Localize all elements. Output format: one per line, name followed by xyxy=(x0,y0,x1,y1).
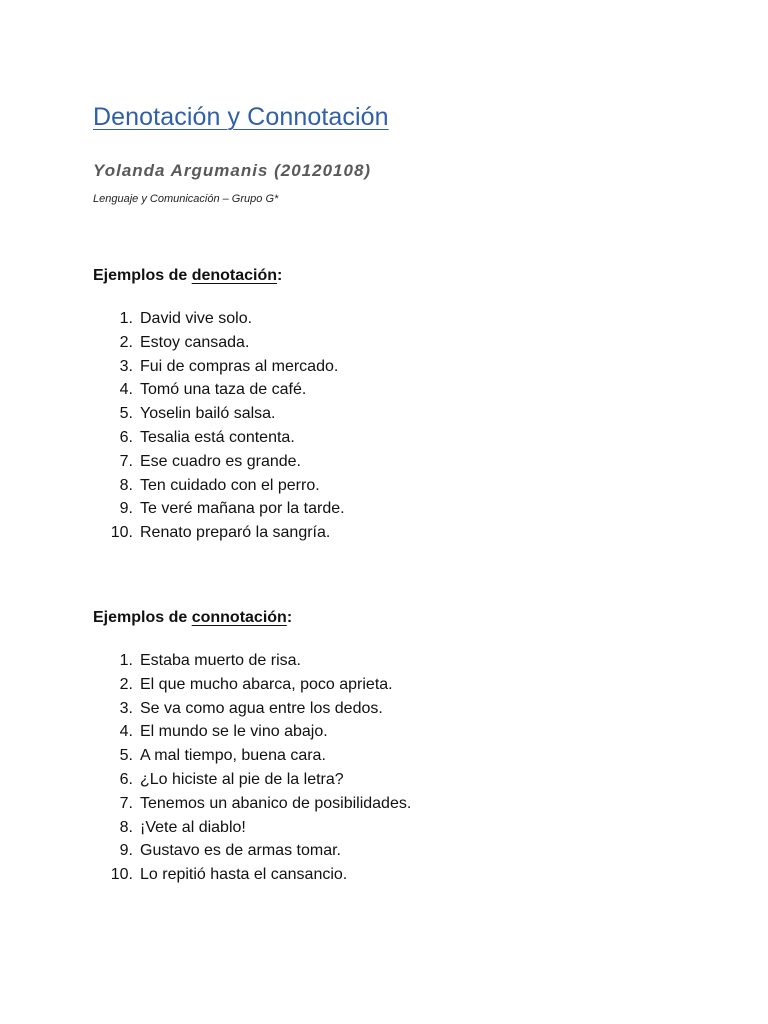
list-item-number: 9. xyxy=(119,500,133,518)
list-item-number: 7. xyxy=(119,794,133,812)
list-item-number: 5. xyxy=(119,405,133,423)
list-item-number: 7. xyxy=(119,452,133,470)
list-item xyxy=(93,816,411,840)
document-title: Denotación y Connotación xyxy=(93,103,389,131)
list-item-text: Ese cuadro es grande. xyxy=(140,452,301,470)
author-line: Yolanda Argumanis (20120108) xyxy=(93,161,372,180)
list-item-number: 5. xyxy=(119,747,133,765)
list-item xyxy=(93,744,411,768)
section-heading-prefix: Ejemplos de xyxy=(93,267,192,284)
list-item-number: 4. xyxy=(119,723,133,741)
section-heading-connotacion xyxy=(93,609,292,627)
list-item-text: El mundo se le vino abajo. xyxy=(140,723,328,741)
section-heading-denotacion xyxy=(93,267,282,285)
list-item-text: Tomó una taza de café. xyxy=(140,381,307,399)
list-item xyxy=(93,521,345,545)
section-heading-keyword: denotación xyxy=(191,267,278,284)
list-item-text: ¿Lo hiciste al pie de la letra? xyxy=(140,770,344,788)
list-item-number: 8. xyxy=(119,818,133,836)
list-item xyxy=(93,863,411,887)
section-heading-keyword: connotación xyxy=(191,609,287,626)
list-item-number: 1. xyxy=(119,652,133,669)
list-item-number: 1. xyxy=(119,310,133,327)
list-item-number: 4. xyxy=(119,381,133,399)
list-item-text: Te veré mañana por la tarde. xyxy=(140,500,345,518)
list-item-text: Tesalia está contenta. xyxy=(140,428,295,446)
list-item-number: 3. xyxy=(119,699,133,717)
list-item-text: Estoy cansada. xyxy=(140,333,250,351)
list-item xyxy=(93,426,345,450)
list-item xyxy=(93,720,411,744)
list-item xyxy=(93,792,411,816)
list-item-text: Gustavo es de armas tomar. xyxy=(140,842,341,860)
list-item-number: 8. xyxy=(119,476,133,494)
list-item xyxy=(93,402,345,426)
list-item-text: Estaba muerto de risa. xyxy=(140,652,301,669)
list-item xyxy=(93,378,345,402)
list-item-text: ¡Vete al diablo! xyxy=(140,818,246,836)
section-heading-suffix: : xyxy=(286,609,293,626)
list-item xyxy=(93,673,411,697)
list-item-number: 9. xyxy=(119,842,133,860)
list-item-text: A mal tiempo, buena cara. xyxy=(140,747,326,765)
list-item xyxy=(93,497,345,521)
list-item xyxy=(93,307,345,331)
denotacion-list xyxy=(93,307,345,545)
list-item xyxy=(93,649,411,673)
list-item xyxy=(93,697,411,721)
section-heading-prefix: Ejemplos de xyxy=(93,609,192,626)
list-item-text: Yoselin bailó salsa. xyxy=(140,405,276,423)
list-item-text: El que mucho abarca, poco aprieta. xyxy=(140,675,393,693)
list-item xyxy=(93,355,345,379)
section-heading-suffix: : xyxy=(277,267,283,284)
list-item xyxy=(93,839,411,863)
course-line: Lenguaje y Comunicación – Grupo G* xyxy=(93,193,279,205)
list-item-number: 10. xyxy=(110,866,133,884)
list-item-text: Se va como agua entre los dedos. xyxy=(140,699,383,717)
list-item xyxy=(93,450,345,474)
list-item-number: 6. xyxy=(119,770,133,788)
list-item xyxy=(93,474,345,498)
list-item-number: 6. xyxy=(119,428,133,446)
list-item-text: Renato preparó la sangría. xyxy=(140,524,331,542)
list-item-text: Ten cuidado con el perro. xyxy=(140,476,320,494)
list-item-text: Fui de compras al mercado. xyxy=(140,357,339,375)
list-item-number: 2. xyxy=(119,675,133,693)
list-item-number: 10. xyxy=(110,524,133,542)
list-item xyxy=(93,331,345,355)
list-item xyxy=(93,768,411,792)
connotacion-list xyxy=(93,649,411,887)
list-item-text: Lo repitió hasta el cansancio. xyxy=(140,866,348,884)
list-item-number: 3. xyxy=(119,357,133,375)
list-item-text: David vive solo. xyxy=(140,310,253,327)
list-item-number: 2. xyxy=(119,333,133,351)
list-item-text: Tenemos un abanico de posibilidades. xyxy=(140,794,412,812)
